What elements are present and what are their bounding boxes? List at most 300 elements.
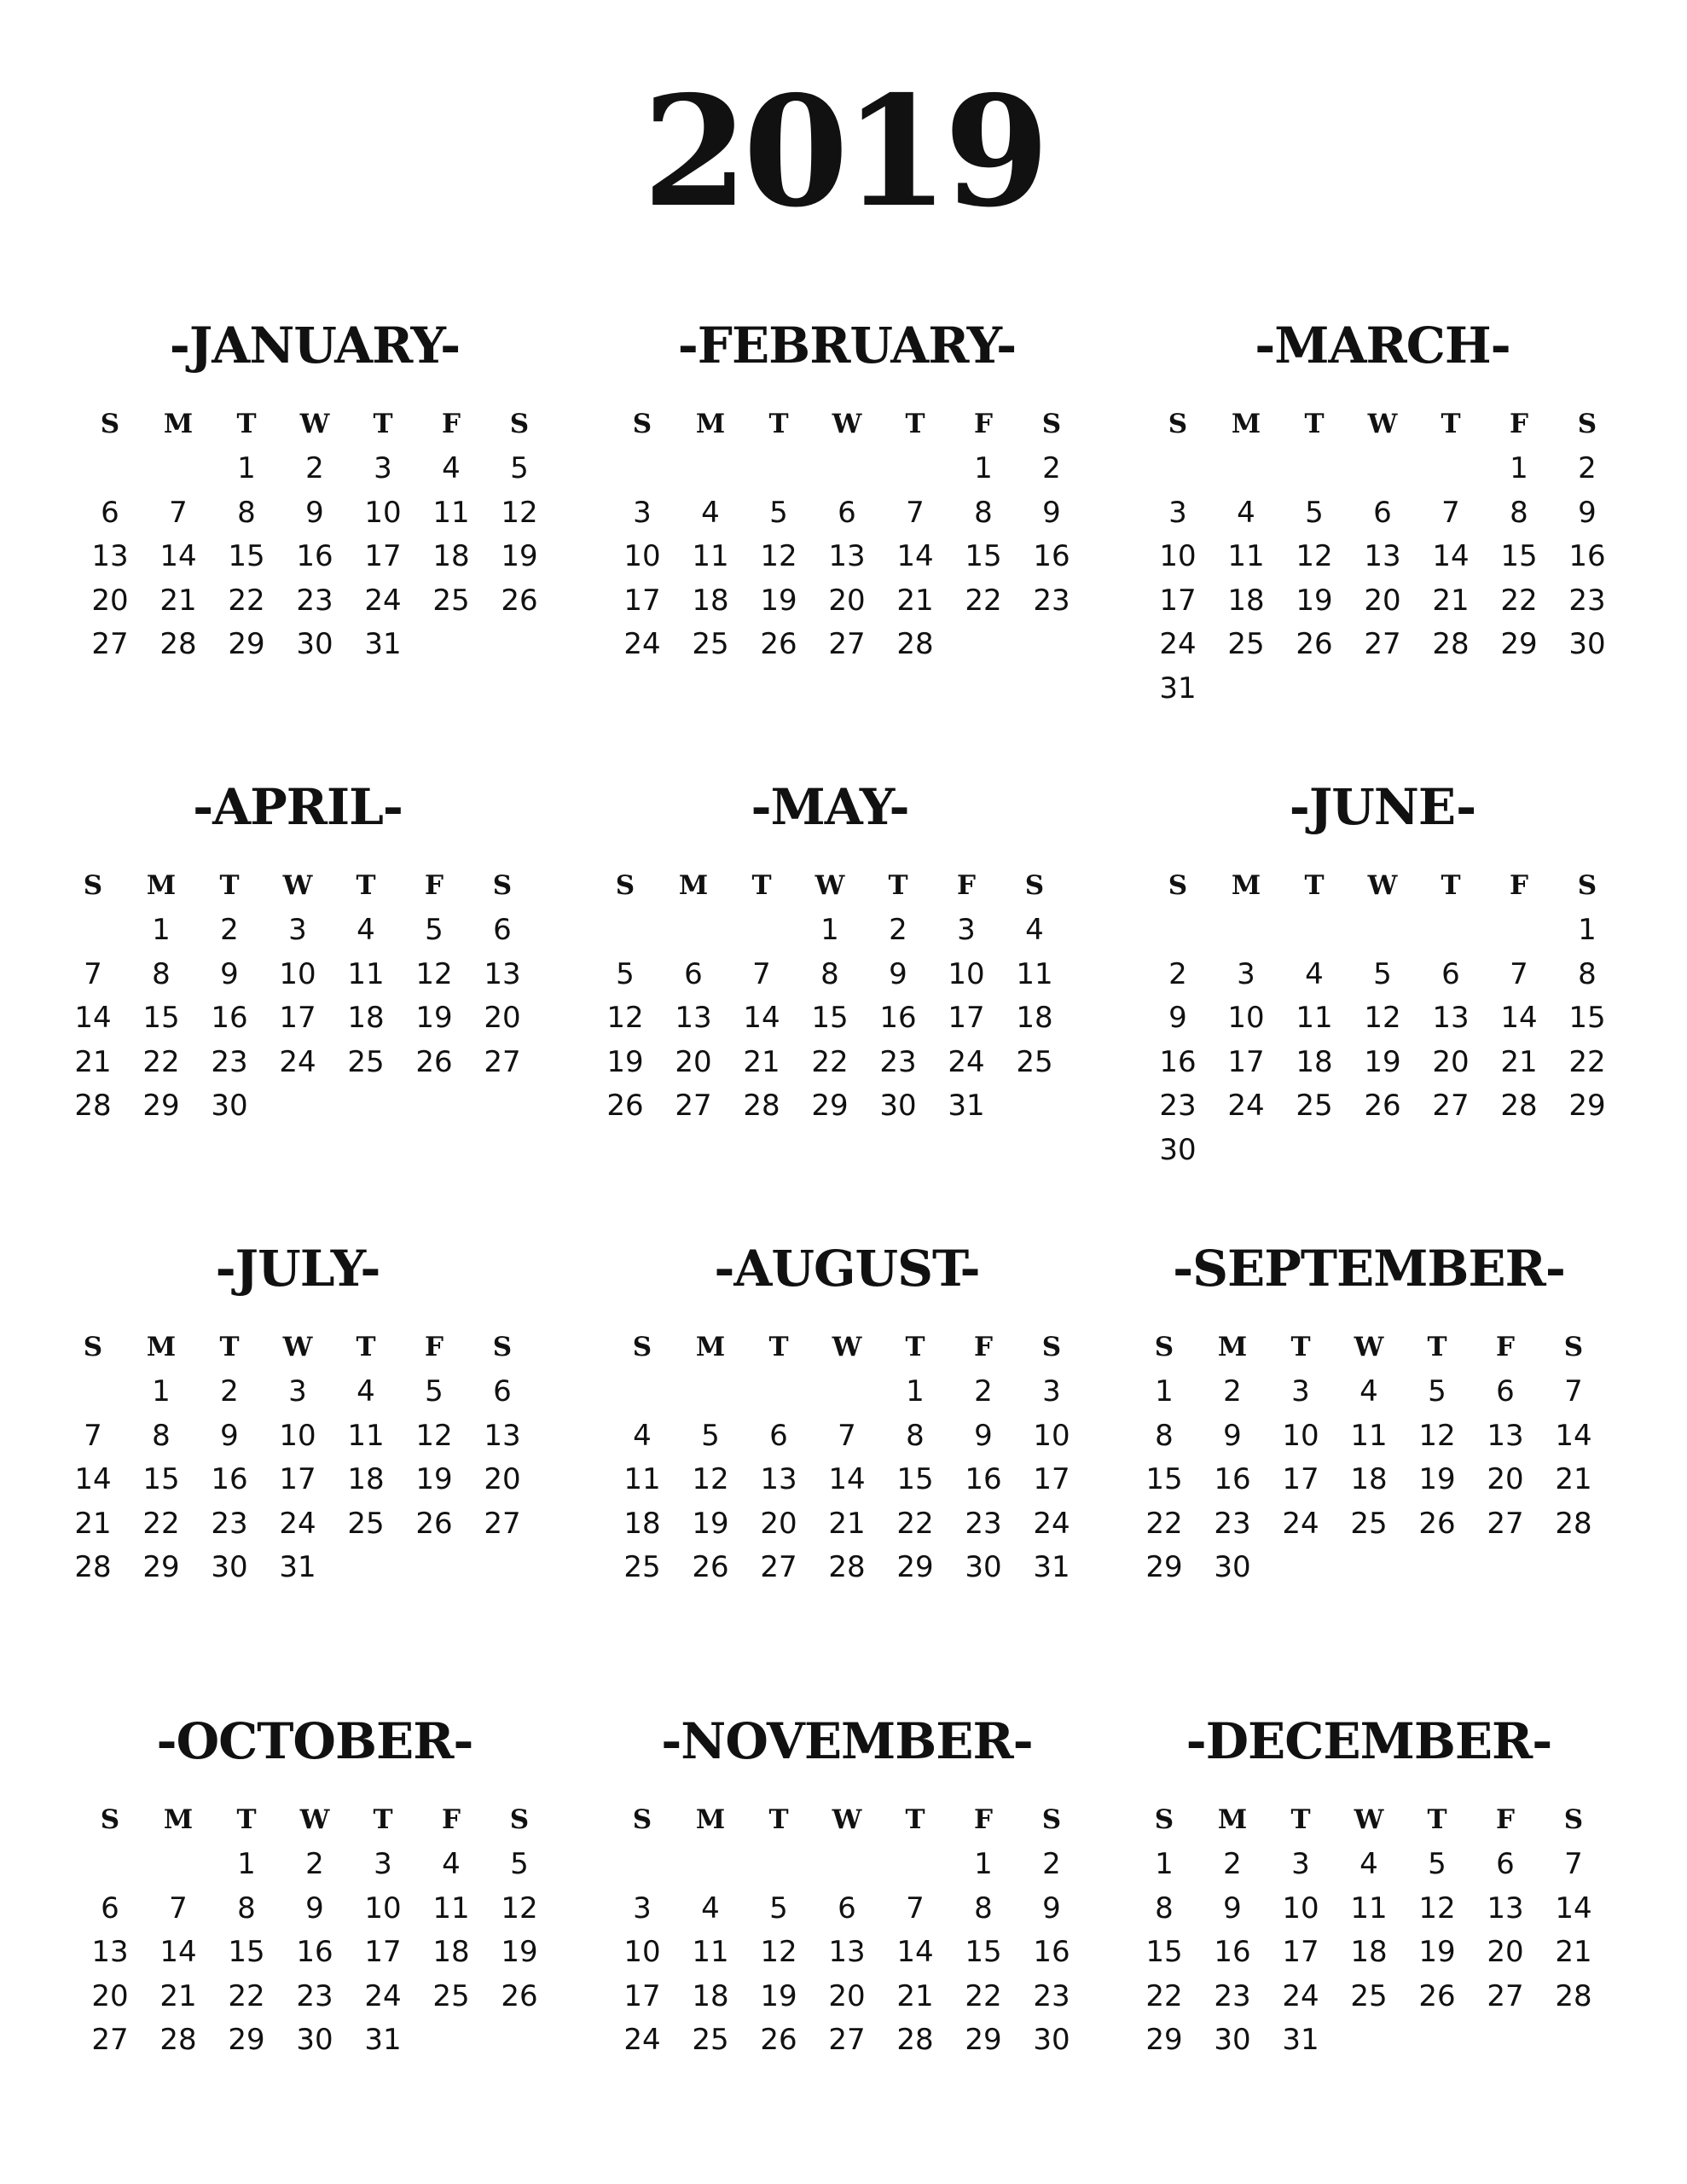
empty-cell xyxy=(745,1370,813,1414)
day-cell: 9 xyxy=(220,1418,239,1453)
day-cell: 11 xyxy=(692,539,729,573)
day-cell: 5 xyxy=(1373,956,1392,991)
month-december xyxy=(1130,1703,1608,2146)
day-cell: 13 xyxy=(828,539,866,573)
empty-cell xyxy=(1144,909,1212,953)
weekday-header: S xyxy=(632,1804,652,1835)
empty-cell xyxy=(1348,909,1417,953)
day-cell: 8 xyxy=(1155,1891,1174,1926)
weekday-header: T xyxy=(768,409,789,439)
day-cell: 22 xyxy=(965,1978,1002,2013)
day-cell: 1 xyxy=(152,913,171,947)
day-cell: 26 xyxy=(1418,1506,1456,1541)
day-cell: 23 xyxy=(211,1044,248,1079)
day-cell: 13 xyxy=(1432,1001,1470,1035)
day-cell: 23 xyxy=(211,1506,248,1541)
day-cell: 17 xyxy=(948,1001,985,1035)
day-cell: 12 xyxy=(415,956,453,991)
day-cell: 28 xyxy=(1555,1506,1592,1541)
day-cell: 10 xyxy=(1159,539,1197,573)
day-cell: 22 xyxy=(1500,583,1538,618)
month-october xyxy=(76,1703,554,2146)
month-title: -MAY- xyxy=(751,778,909,836)
day-cell: 3 xyxy=(288,1374,307,1409)
day-cell: 5 xyxy=(1428,1847,1446,1881)
day-cell: 29 xyxy=(228,2023,265,2057)
day-cell: 29 xyxy=(811,1089,849,1123)
day-cell: 3 xyxy=(957,913,976,947)
day-cell: 26 xyxy=(415,1506,453,1541)
empty-cell xyxy=(813,1843,881,1887)
empty-cell xyxy=(1417,447,1485,491)
weekday-header: F xyxy=(1495,1332,1515,1362)
day-cell: 27 xyxy=(484,1044,521,1079)
day-cell: 22 xyxy=(896,1506,934,1541)
day-cell: 31 xyxy=(364,2023,402,2057)
day-cell: 1 xyxy=(1155,1847,1174,1881)
weekday-header: M xyxy=(695,1804,726,1835)
day-cell: 18 xyxy=(623,1506,661,1541)
day-cell: 1 xyxy=(237,451,256,485)
day-cell: 18 xyxy=(1227,583,1265,618)
day-cell: 11 xyxy=(1227,539,1265,573)
day-cell: 6 xyxy=(1496,1374,1515,1409)
day-cell: 21 xyxy=(896,1978,934,2013)
day-cell: 12 xyxy=(1364,1001,1401,1035)
day-cell: 31 xyxy=(948,1089,985,1123)
day-cell: 23 xyxy=(879,1044,917,1079)
month-may xyxy=(591,769,1069,1212)
day-cell: 30 xyxy=(1214,1550,1251,1584)
weekday-header: S xyxy=(509,1804,530,1835)
day-cell: 24 xyxy=(364,1978,402,2013)
day-cell: 16 xyxy=(1214,1935,1251,1969)
day-cell: 7 xyxy=(1441,495,1460,530)
month-june xyxy=(1144,769,1621,1212)
day-cell: 7 xyxy=(84,956,102,991)
month-april xyxy=(59,769,536,1212)
day-cell: 8 xyxy=(152,1418,171,1453)
day-cell: 24 xyxy=(364,583,402,618)
month-february xyxy=(608,307,1086,751)
month-title: -OCTOBER- xyxy=(156,1712,473,1770)
day-cell: 10 xyxy=(948,956,985,991)
day-cell: 5 xyxy=(1305,495,1324,530)
weekday-header: T xyxy=(1304,870,1325,901)
day-cell: 30 xyxy=(211,1550,248,1584)
day-cell: 26 xyxy=(760,2023,797,2057)
day-cell: 31 xyxy=(279,1550,316,1584)
weekday-header: W xyxy=(1367,870,1398,901)
day-cell: 26 xyxy=(606,1089,644,1123)
weekday-header: W xyxy=(815,870,845,901)
day-cell: 7 xyxy=(84,1418,102,1453)
day-cell: 7 xyxy=(169,495,188,530)
day-cell: 2 xyxy=(1168,956,1187,991)
weekday-header: S xyxy=(632,409,652,439)
day-cell: 5 xyxy=(1428,1374,1446,1409)
day-cell: 29 xyxy=(896,1550,934,1584)
weekday-header: F xyxy=(441,409,461,439)
day-cell: 20 xyxy=(828,583,866,618)
day-cell: 29 xyxy=(228,627,265,661)
month-grid xyxy=(59,1324,536,1590)
day-cell: 2 xyxy=(220,913,239,947)
day-cell: 12 xyxy=(760,539,797,573)
day-cell: 20 xyxy=(1432,1044,1470,1079)
day-cell: 12 xyxy=(501,1891,538,1926)
day-cell: 17 xyxy=(1282,1935,1319,1969)
day-cell: 9 xyxy=(889,956,907,991)
day-cell: 9 xyxy=(974,1418,993,1453)
day-cell: 25 xyxy=(432,1978,470,2013)
day-cell: 4 xyxy=(442,451,461,485)
day-cell: 9 xyxy=(1578,495,1597,530)
day-cell: 22 xyxy=(1145,1978,1183,2013)
day-cell: 9 xyxy=(1223,1418,1242,1453)
day-cell: 24 xyxy=(279,1044,316,1079)
day-cell: 6 xyxy=(493,1374,512,1409)
day-cell: 8 xyxy=(1155,1418,1174,1453)
day-cell: 28 xyxy=(828,1550,866,1584)
day-cell: 10 xyxy=(364,495,402,530)
day-cell: 20 xyxy=(1487,1935,1524,1969)
day-cell: 24 xyxy=(948,1044,985,1079)
weekday-header: W xyxy=(1354,1332,1384,1362)
weekday-header: W xyxy=(282,1332,313,1362)
day-cell: 17 xyxy=(364,539,402,573)
empty-cell xyxy=(745,1843,813,1887)
day-cell: 11 xyxy=(347,1418,385,1453)
day-cell: 19 xyxy=(501,1935,538,1969)
empty-cell xyxy=(144,447,212,491)
day-cell: 24 xyxy=(623,2023,661,2057)
day-cell: 26 xyxy=(415,1044,453,1079)
day-cell: 8 xyxy=(237,1891,256,1926)
day-cell: 7 xyxy=(1564,1847,1583,1881)
day-cell: 20 xyxy=(1487,1462,1524,1496)
weekday-header: W xyxy=(299,409,330,439)
day-cell: 12 xyxy=(606,1001,644,1035)
day-cell: 17 xyxy=(279,1462,316,1496)
day-cell: 14 xyxy=(159,539,197,573)
day-cell: 6 xyxy=(769,1418,788,1453)
month-grid xyxy=(76,1797,554,2063)
weekday-header: S xyxy=(1041,409,1062,439)
day-cell: 2 xyxy=(305,451,324,485)
day-cell: 27 xyxy=(760,1550,797,1584)
day-cell: 6 xyxy=(838,495,856,530)
day-cell: 24 xyxy=(1159,627,1197,661)
day-cell: 19 xyxy=(415,1462,453,1496)
day-cell: 8 xyxy=(237,495,256,530)
day-cell: 2 xyxy=(974,1374,993,1409)
day-cell: 4 xyxy=(701,495,720,530)
month-title: -APRIL- xyxy=(193,778,403,836)
empty-cell xyxy=(608,1843,676,1887)
day-cell: 25 xyxy=(1350,1978,1388,2013)
day-cell: 4 xyxy=(1305,956,1324,991)
empty-cell xyxy=(1348,447,1417,491)
empty-cell xyxy=(676,447,745,491)
day-cell: 15 xyxy=(228,1935,265,1969)
day-cell: 25 xyxy=(1016,1044,1053,1079)
day-cell: 13 xyxy=(828,1935,866,1969)
empty-cell xyxy=(659,909,728,953)
day-cell: 6 xyxy=(1496,1847,1515,1881)
day-cell: 4 xyxy=(1237,495,1255,530)
weekday-header: W xyxy=(282,870,313,901)
day-cell: 17 xyxy=(623,583,661,618)
day-cell: 3 xyxy=(1042,1374,1061,1409)
day-cell: 22 xyxy=(811,1044,849,1079)
empty-cell xyxy=(1417,909,1485,953)
day-cell: 28 xyxy=(743,1089,780,1123)
day-cell: 2 xyxy=(1223,1847,1242,1881)
month-july xyxy=(59,1230,536,1674)
day-cell: 12 xyxy=(692,1462,729,1496)
weekday-header: W xyxy=(1367,409,1398,439)
day-cell: 30 xyxy=(879,1089,917,1123)
day-cell: 5 xyxy=(425,913,443,947)
day-cell: 30 xyxy=(1159,1132,1197,1167)
day-cell: 19 xyxy=(760,1978,797,2013)
empty-cell xyxy=(144,1843,212,1887)
day-cell: 5 xyxy=(769,495,788,530)
day-cell: 30 xyxy=(296,2023,333,2057)
day-cell: 27 xyxy=(484,1506,521,1541)
day-cell: 21 xyxy=(896,583,934,618)
day-cell: 1 xyxy=(1155,1374,1174,1409)
day-cell: 18 xyxy=(1350,1935,1388,1969)
day-cell: 7 xyxy=(906,495,925,530)
day-cell: 31 xyxy=(364,627,402,661)
day-cell: 3 xyxy=(1291,1374,1310,1409)
day-cell: 1 xyxy=(152,1374,171,1409)
day-cell: 26 xyxy=(501,1978,538,2013)
day-cell: 10 xyxy=(279,1418,316,1453)
month-march xyxy=(1144,307,1621,751)
day-cell: 10 xyxy=(1282,1418,1319,1453)
weekday-header: S xyxy=(100,409,120,439)
weekday-header: S xyxy=(492,870,513,901)
day-cell: 23 xyxy=(296,583,333,618)
weekday-header: T xyxy=(768,1332,789,1362)
weekday-header: T xyxy=(356,1332,376,1362)
day-cell: 6 xyxy=(838,1891,856,1926)
day-cell: 7 xyxy=(169,1891,188,1926)
day-cell: 22 xyxy=(1568,1044,1606,1079)
day-cell: 23 xyxy=(965,1506,1002,1541)
day-cell: 24 xyxy=(1033,1506,1070,1541)
day-cell: 1 xyxy=(1578,913,1597,947)
day-cell: 29 xyxy=(1568,1089,1606,1123)
empty-cell xyxy=(1485,909,1553,953)
month-grid xyxy=(1130,1797,1608,2063)
day-cell: 9 xyxy=(1223,1891,1242,1926)
weekday-header: M xyxy=(146,1332,177,1362)
day-cell: 18 xyxy=(347,1462,385,1496)
day-cell: 17 xyxy=(279,1001,316,1035)
empty-cell xyxy=(676,1370,745,1414)
day-cell: 26 xyxy=(1364,1089,1401,1123)
day-cell: 28 xyxy=(74,1550,112,1584)
day-cell: 10 xyxy=(623,1935,661,1969)
weekday-header: T xyxy=(373,409,393,439)
day-cell: 1 xyxy=(1510,451,1528,485)
day-cell: 4 xyxy=(633,1418,652,1453)
weekday-header: S xyxy=(83,1332,103,1362)
weekday-header: T xyxy=(905,1332,925,1362)
day-cell: 21 xyxy=(74,1506,112,1541)
day-cell: 11 xyxy=(1016,956,1053,991)
day-cell: 7 xyxy=(1510,956,1528,991)
day-cell: 23 xyxy=(296,1978,333,2013)
empty-cell xyxy=(728,909,796,953)
day-cell: 27 xyxy=(1432,1089,1470,1123)
day-cell: 21 xyxy=(1555,1462,1592,1496)
day-cell: 27 xyxy=(1487,1978,1524,2013)
day-cell: 7 xyxy=(906,1891,925,1926)
weekday-header: S xyxy=(1577,870,1597,901)
day-cell: 5 xyxy=(510,451,529,485)
day-cell: 24 xyxy=(1282,1506,1319,1541)
day-cell: 12 xyxy=(1296,539,1333,573)
day-cell: 21 xyxy=(159,1978,197,2013)
day-cell: 8 xyxy=(974,1891,993,1926)
weekday-header: S xyxy=(615,870,635,901)
day-cell: 15 xyxy=(142,1462,180,1496)
weekday-header: F xyxy=(441,1804,461,1835)
empty-cell xyxy=(881,1843,949,1887)
weekday-header: T xyxy=(1290,1804,1311,1835)
weekday-header: M xyxy=(146,870,177,901)
day-cell: 21 xyxy=(1432,583,1470,618)
weekday-header: M xyxy=(1231,870,1261,901)
day-cell: 3 xyxy=(633,1891,652,1926)
empty-cell xyxy=(1144,447,1212,491)
month-title: -JUNE- xyxy=(1289,778,1476,836)
day-cell: 17 xyxy=(1033,1462,1070,1496)
day-cell: 25 xyxy=(1296,1089,1333,1123)
day-cell: 18 xyxy=(432,539,470,573)
day-cell: 16 xyxy=(1159,1044,1197,1079)
day-cell: 31 xyxy=(1033,1550,1070,1584)
day-cell: 15 xyxy=(965,1935,1002,1969)
empty-cell xyxy=(76,1843,144,1887)
weekday-header: W xyxy=(832,409,862,439)
day-cell: 30 xyxy=(1214,2023,1251,2057)
day-cell: 10 xyxy=(1227,1001,1265,1035)
day-cell: 16 xyxy=(879,1001,917,1035)
day-cell: 11 xyxy=(347,956,385,991)
day-cell: 22 xyxy=(1145,1506,1183,1541)
day-cell: 13 xyxy=(484,1418,521,1453)
day-cell: 15 xyxy=(811,1001,849,1035)
weekday-header: S xyxy=(1041,1332,1062,1362)
month-grid xyxy=(608,1797,1086,2063)
day-cell: 3 xyxy=(374,451,392,485)
day-cell: 8 xyxy=(152,956,171,991)
day-cell: 3 xyxy=(1291,1847,1310,1881)
day-cell: 30 xyxy=(211,1089,248,1123)
day-cell: 17 xyxy=(1282,1462,1319,1496)
day-cell: 8 xyxy=(820,956,839,991)
day-cell: 23 xyxy=(1214,1506,1251,1541)
empty-cell xyxy=(1212,447,1280,491)
day-cell: 14 xyxy=(896,1935,934,1969)
weekday-header: S xyxy=(632,1332,652,1362)
weekday-header: T xyxy=(1290,1332,1311,1362)
day-cell: 4 xyxy=(1359,1847,1378,1881)
day-cell: 10 xyxy=(1033,1418,1070,1453)
day-cell: 12 xyxy=(501,495,538,530)
day-cell: 21 xyxy=(743,1044,780,1079)
day-cell: 3 xyxy=(374,1847,392,1881)
day-cell: 23 xyxy=(1159,1089,1197,1123)
day-cell: 2 xyxy=(889,913,907,947)
weekday-header: S xyxy=(1154,1332,1174,1362)
day-cell: 9 xyxy=(1042,1891,1061,1926)
day-cell: 11 xyxy=(1296,1001,1333,1035)
day-cell: 4 xyxy=(1025,913,1044,947)
day-cell: 6 xyxy=(101,1891,119,1926)
day-cell: 26 xyxy=(1418,1978,1456,2013)
month-grid xyxy=(608,1324,1086,1590)
day-cell: 5 xyxy=(510,1847,529,1881)
day-cell: 15 xyxy=(228,539,265,573)
day-cell: 20 xyxy=(828,1978,866,2013)
day-cell: 7 xyxy=(838,1418,856,1453)
day-cell: 23 xyxy=(1214,1978,1251,2013)
month-grid xyxy=(1144,401,1621,711)
day-cell: 27 xyxy=(1487,1506,1524,1541)
day-cell: 3 xyxy=(633,495,652,530)
day-cell: 19 xyxy=(415,1001,453,1035)
weekday-header: S xyxy=(1041,1804,1062,1835)
month-grid xyxy=(76,401,554,667)
day-cell: 17 xyxy=(364,1935,402,1969)
weekday-header: S xyxy=(100,1804,120,1835)
day-cell: 30 xyxy=(1568,627,1606,661)
day-cell: 5 xyxy=(425,1374,443,1409)
day-cell: 15 xyxy=(1568,1001,1606,1035)
day-cell: 21 xyxy=(828,1506,866,1541)
day-cell: 23 xyxy=(1568,583,1606,618)
weekday-header: F xyxy=(424,870,443,901)
month-january xyxy=(76,307,554,751)
day-cell: 6 xyxy=(493,913,512,947)
day-cell: 14 xyxy=(896,539,934,573)
day-cell: 20 xyxy=(91,583,129,618)
day-cell: 14 xyxy=(74,1001,112,1035)
day-cell: 31 xyxy=(1159,671,1197,706)
day-cell: 21 xyxy=(1500,1044,1538,1079)
weekday-header: T xyxy=(1304,409,1325,439)
empty-cell xyxy=(1212,909,1280,953)
day-cell: 15 xyxy=(896,1462,934,1496)
day-cell: 24 xyxy=(1227,1089,1265,1123)
day-cell: 11 xyxy=(432,495,470,530)
day-cell: 13 xyxy=(760,1462,797,1496)
day-cell: 20 xyxy=(91,1978,129,2013)
day-cell: 10 xyxy=(1282,1891,1319,1926)
empty-cell xyxy=(608,1370,676,1414)
day-cell: 29 xyxy=(965,2023,1002,2057)
day-cell: 29 xyxy=(1145,2023,1183,2057)
day-cell: 10 xyxy=(364,1891,402,1926)
month-title: -JULY- xyxy=(215,1240,380,1298)
